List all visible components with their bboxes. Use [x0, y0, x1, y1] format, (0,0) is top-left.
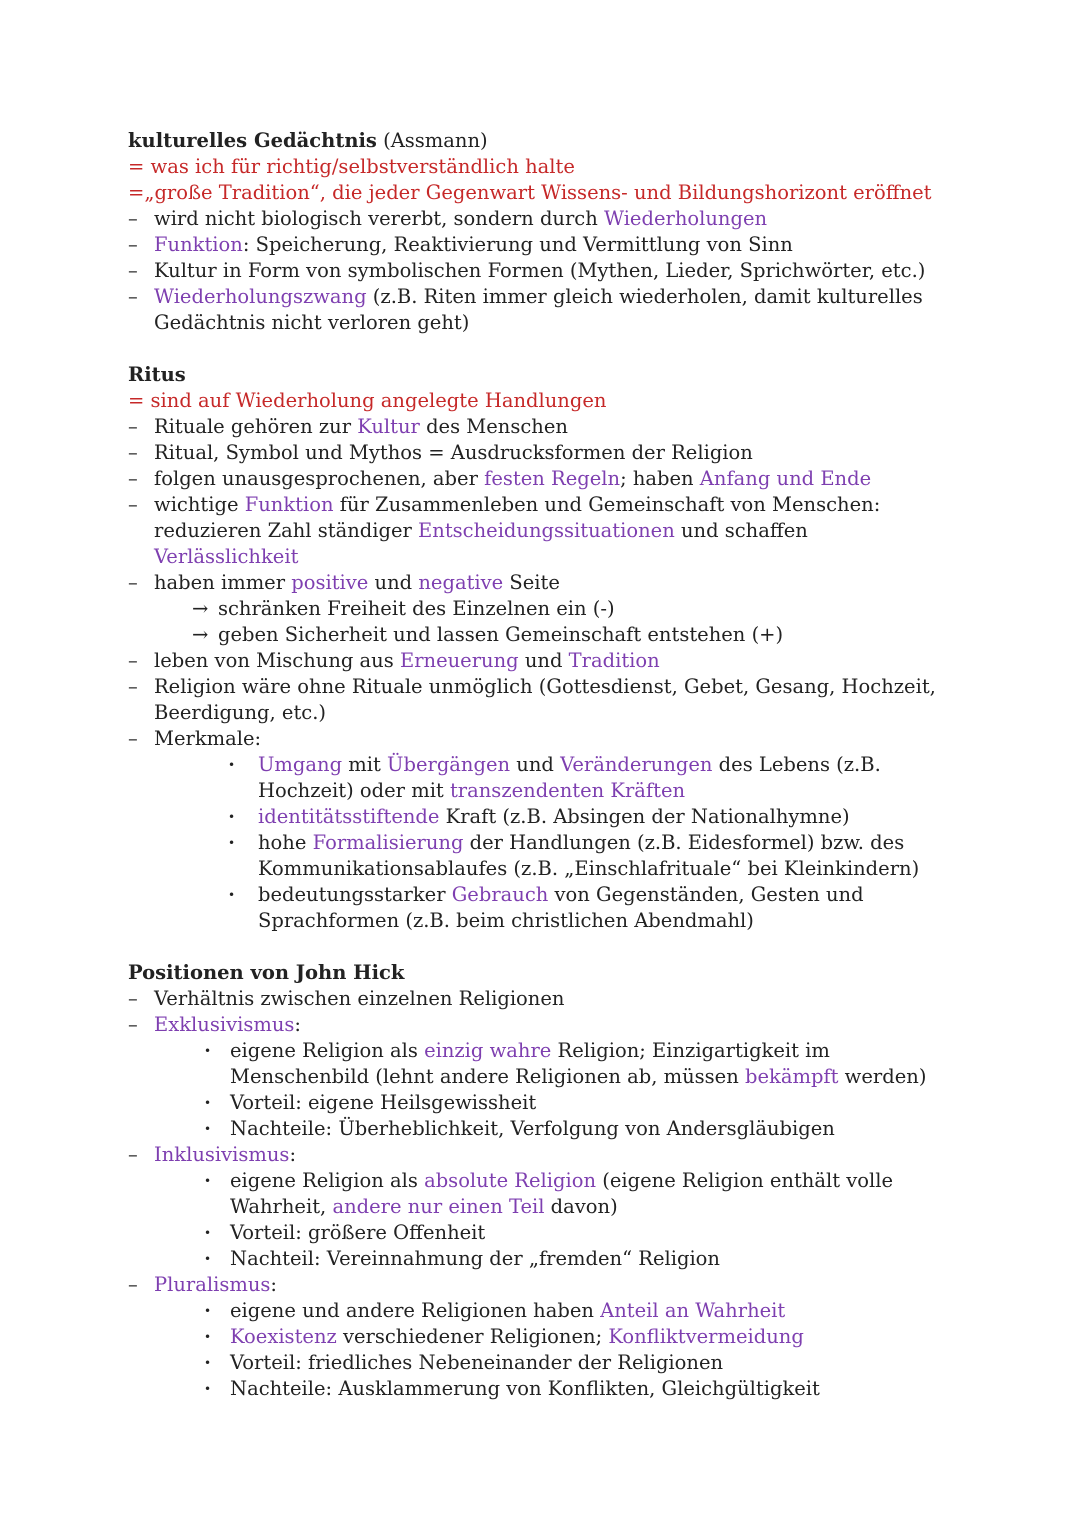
- keyword: transzendenten Kräften: [449, 779, 686, 802]
- text: hohe: [258, 831, 313, 854]
- text: Vorteil: eigene Heilsgewissheit: [230, 1091, 537, 1114]
- dash-list: [128, 1272, 952, 1298]
- list-item: [128, 570, 952, 596]
- keyword: Funktion: [154, 233, 243, 256]
- bullet-icon: •: [204, 1356, 212, 1370]
- text: Religion; Einzigartigkeit im Menschenbild (lehnt andere Religionen ab, müssen: [230, 1039, 830, 1088]
- text: ; haben: [620, 467, 700, 490]
- arrow-right-icon: →: [192, 623, 209, 646]
- text: wichtige: [154, 493, 245, 516]
- text: Kraft (z.B. Absingen der Nationalhymne): [439, 805, 850, 828]
- keyword: Kultur: [357, 415, 420, 438]
- keyword: Übergängen: [387, 753, 511, 776]
- bullet-list-merkmale: [128, 752, 952, 934]
- bullet-item: [128, 882, 952, 934]
- list-item: [128, 648, 952, 674]
- list-item: [128, 258, 952, 284]
- bullet-list-inklusivismus: [128, 1168, 952, 1272]
- text: werden): [838, 1065, 927, 1088]
- bullet-icon: •: [204, 1044, 212, 1058]
- bullet-icon: •: [204, 1122, 212, 1136]
- bullet-icon: •: [204, 1096, 212, 1110]
- bullet-icon: •: [228, 836, 236, 850]
- text: Merkmale:: [154, 727, 262, 750]
- text: eigene Religion als: [230, 1039, 425, 1062]
- text: von Gegenständen, Gesten und Sprachformen (z.B. beim christlichen Abendmahl): [258, 883, 864, 932]
- text: Verhältnis zwischen einzelnen Religionen: [154, 987, 565, 1010]
- bullet-list-exklusivismus: [128, 1038, 952, 1142]
- text: Religion wäre ohne Rituale unmöglich (Gottesdienst, Gebet, Gesang, Hochzeit, Beerdigung, etc.): [154, 675, 936, 724]
- bullet-item: [128, 1038, 952, 1090]
- bullet-item: [128, 1246, 952, 1272]
- dash-list: [128, 414, 952, 752]
- text: Vorteil: friedliches Nebeneinander der Religionen: [230, 1351, 724, 1374]
- dash-list: [128, 206, 952, 336]
- text: des Menschen: [419, 415, 568, 438]
- text: Nachteile: Überheblichkeit, Verfolgung von Andersgläubigen: [230, 1117, 835, 1140]
- text: der Handlungen (z.B. Eidesformel) bzw. des Kommunikationsablaufes (z.B. „Einschlafrituale“ bei Kleinkindern): [258, 831, 920, 880]
- list-item: [128, 414, 952, 440]
- arrow-item: [128, 622, 952, 648]
- keyword: Anfang und Ende: [699, 467, 872, 490]
- text: leben von Mischung aus: [154, 649, 400, 672]
- text: haben immer: [154, 571, 292, 594]
- text: Vorteil: größere Offenheit: [230, 1221, 486, 1244]
- keyword: Konfliktvermeidung: [608, 1325, 804, 1348]
- list-item: [128, 284, 952, 336]
- text: (z.B. Riten immer gleich wiederholen, damit kulturelles Gedächtnis nicht verloren geht): [154, 285, 923, 334]
- bullet-icon: •: [204, 1330, 212, 1344]
- section-kulturelles-gedaechtnis: [128, 128, 952, 336]
- text: wird nicht biologisch vererbt, sondern durch: [154, 207, 604, 230]
- bullet-icon: •: [204, 1252, 212, 1266]
- text: eigene Religion als: [230, 1169, 425, 1192]
- keyword: bekämpft: [744, 1065, 839, 1088]
- text: bedeutungsstarker: [258, 883, 452, 906]
- definition-line: =„große Tradition“, die jeder Gegenwart Wissens- und Bildungshorizont eröffnet: [128, 181, 932, 204]
- section-heading: Positionen von John Hick: [128, 961, 405, 984]
- text: eigene und andere Religionen haben: [230, 1299, 601, 1322]
- dash-list: [128, 986, 952, 1038]
- list-item: [128, 466, 952, 492]
- dash-list: [128, 1142, 952, 1168]
- text: und: [368, 571, 419, 594]
- text: und schaffen: [674, 519, 808, 542]
- text: schränken Freiheit des Einzelnen ein (-): [218, 597, 615, 620]
- text: für Zusammenleben und Gemeinschaft von Menschen: reduzieren Zahl ständiger: [154, 493, 881, 542]
- list-item: [128, 726, 952, 752]
- bullet-item: [128, 752, 952, 804]
- text: des Lebens (z.B. Hochzeit) oder mit: [258, 753, 881, 802]
- bullet-item: [128, 804, 952, 830]
- text: Rituale gehören zur: [154, 415, 358, 438]
- arrow-right-icon: →: [192, 597, 209, 620]
- list-item: [128, 232, 952, 258]
- text: Kultur in Form von symbolischen Formen (Mythen, Lieder, Sprichwörter, etc.): [154, 259, 926, 282]
- keyword: positive: [291, 571, 369, 594]
- text: :: [270, 1273, 277, 1296]
- section-ritus: [128, 362, 952, 934]
- bullet-icon: •: [204, 1226, 212, 1240]
- keyword: Exklusivismus: [154, 1013, 295, 1036]
- keyword: Funktion: [244, 493, 334, 516]
- keyword: Entscheidungssituationen: [418, 519, 675, 542]
- bullet-item: [128, 1090, 952, 1116]
- keyword: Koexistenz: [230, 1325, 337, 1348]
- keyword: Wiederholungszwang: [154, 285, 367, 308]
- bullet-icon: •: [228, 810, 236, 824]
- text: Nachteil: Vereinnahmung der „fremden“ Religion: [230, 1247, 720, 1270]
- text: folgen unausgesprochenen, aber: [154, 467, 485, 490]
- keyword: einzig wahre: [424, 1039, 552, 1062]
- list-item: [128, 492, 952, 570]
- text: : Speicherung, Reaktivierung und Vermittlung von Sinn: [242, 233, 793, 256]
- keyword: Veränderungen: [560, 753, 713, 776]
- text: Seite: [503, 571, 560, 594]
- section-heading: [128, 128, 952, 154]
- bullet-item: [128, 1350, 952, 1376]
- bullet-item: [128, 1220, 952, 1246]
- definition-line: = was ich für richtig/selbstverständlich halte: [128, 155, 575, 178]
- list-item-exklusivismus: [128, 1012, 952, 1038]
- arrow-item: [128, 596, 952, 622]
- keyword: identitätsstiftende: [258, 805, 440, 828]
- text: :: [289, 1143, 297, 1166]
- keyword: andere nur einen Teil: [332, 1195, 545, 1218]
- bullet-item: [128, 1168, 952, 1220]
- section-john-hick: [128, 960, 952, 1402]
- keyword: Formalisierung: [312, 831, 464, 854]
- keyword: Wiederholungen: [604, 207, 768, 230]
- list-item-inklusivismus: [128, 1142, 952, 1168]
- bullet-item: [128, 1298, 952, 1324]
- keyword: Umgang: [258, 753, 343, 776]
- bullet-item: [128, 1324, 952, 1350]
- heading-text: kulturelles Gedächtnis: [128, 129, 377, 152]
- list-item: [128, 440, 952, 466]
- text: Nachteile: Ausklammerung von Konflikten, Gleichgültigkeit: [230, 1377, 820, 1400]
- definition-line: = sind auf Wiederholung angelegte Handlungen: [128, 389, 607, 412]
- text: :: [294, 1013, 301, 1036]
- keyword: Erneuerung: [399, 649, 519, 672]
- text: davon): [544, 1195, 618, 1218]
- keyword: Anteil an Wahrheit: [600, 1299, 786, 1322]
- text: geben Sicherheit und lassen Gemeinschaft entstehen (+): [218, 623, 784, 646]
- list-item-pluralismus: [128, 1272, 952, 1298]
- keyword: negative: [418, 571, 504, 594]
- bullet-item: [128, 1116, 952, 1142]
- bullet-icon: •: [204, 1174, 212, 1188]
- keyword: Pluralismus: [154, 1273, 271, 1296]
- list-item: [128, 674, 952, 726]
- text: Ritual, Symbol und Mythos = Ausdrucksformen der Religion: [154, 441, 753, 464]
- text: verschiedener Religionen;: [336, 1325, 609, 1348]
- bullet-icon: •: [228, 888, 236, 902]
- keyword: Tradition: [568, 649, 660, 672]
- keyword: Inklusivismus: [154, 1143, 290, 1166]
- bullet-icon: •: [228, 758, 236, 772]
- bullet-list-pluralismus: [128, 1298, 952, 1402]
- bullet-icon: •: [204, 1304, 212, 1318]
- bullet-item: [128, 830, 952, 882]
- text: mit: [342, 753, 388, 776]
- text: (eigene Religion enthält volle Wahrheit,: [230, 1169, 894, 1218]
- list-item: [128, 986, 952, 1012]
- list-item: [128, 206, 952, 232]
- section-heading: Ritus: [128, 363, 186, 386]
- bullet-icon: •: [204, 1382, 212, 1396]
- heading-subtext: (Assmann): [376, 129, 488, 152]
- keyword: Verlässlichkeit: [154, 545, 299, 568]
- keyword: festen Regeln: [484, 467, 621, 490]
- text: und: [510, 753, 561, 776]
- text: und: [518, 649, 569, 672]
- keyword: Gebrauch: [451, 883, 549, 906]
- keyword: absolute Religion: [424, 1169, 597, 1192]
- bullet-item: [128, 1376, 952, 1402]
